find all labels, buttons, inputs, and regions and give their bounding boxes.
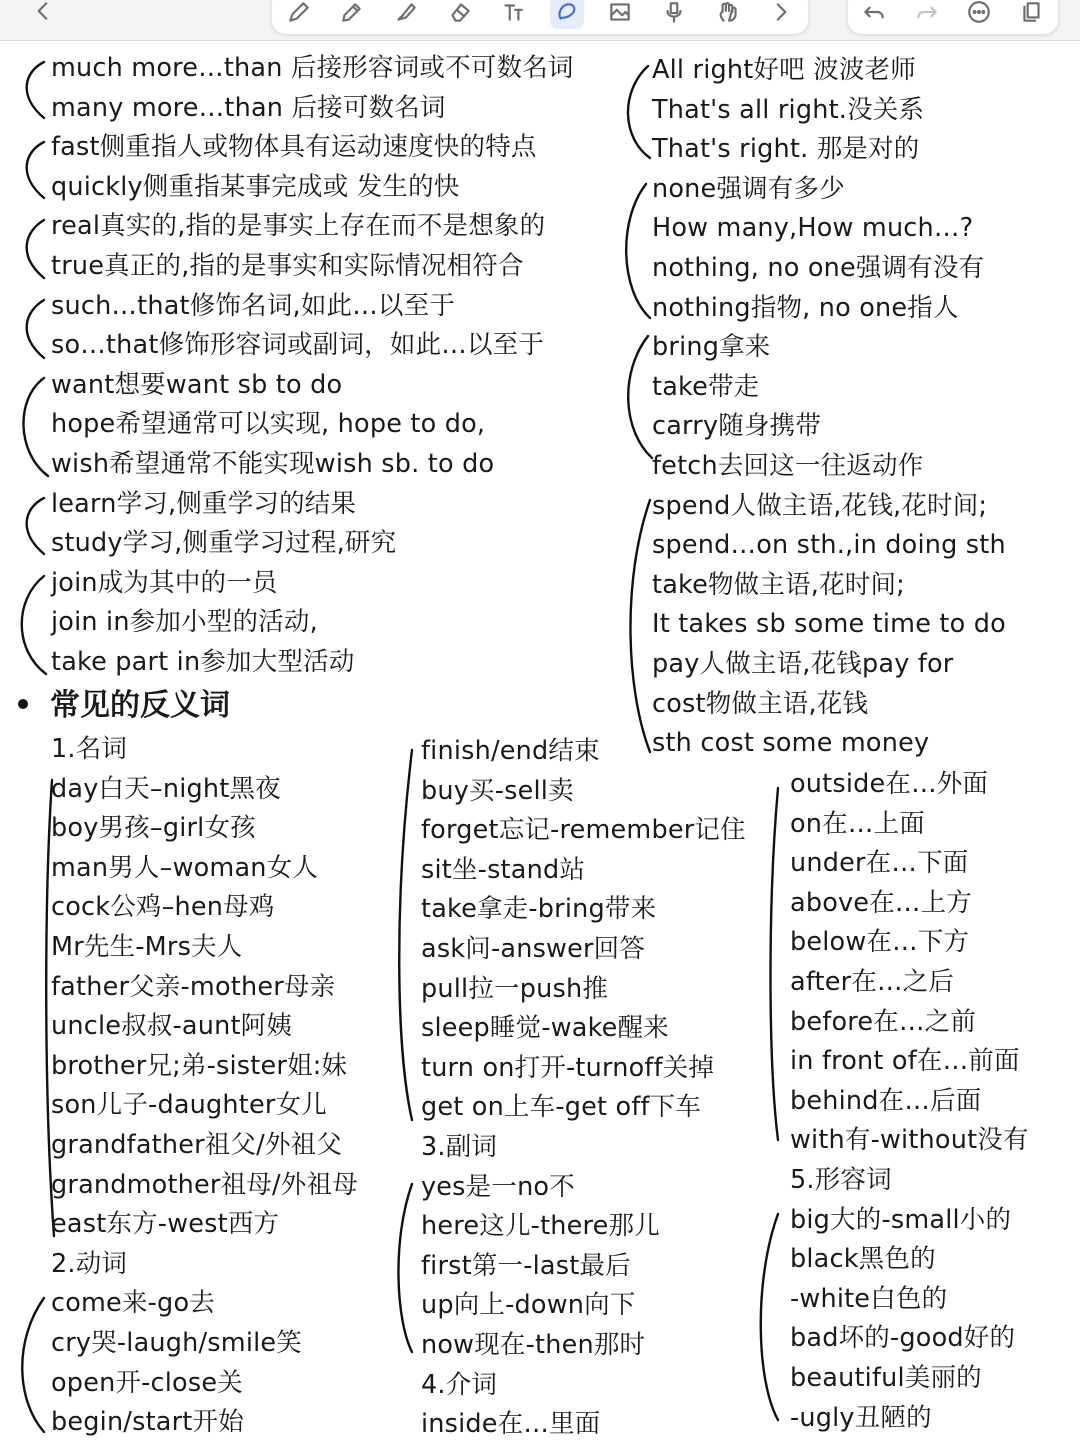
top-toolbar bbox=[0, 0, 1080, 41]
note-line: finish/end结束 bbox=[421, 736, 600, 766]
highlighter-icon bbox=[393, 0, 419, 25]
brace-col2-adverbs bbox=[398, 1184, 412, 1352]
note-line: bring拿来 bbox=[652, 332, 771, 363]
pencil-icon bbox=[339, 0, 365, 25]
microphone-icon bbox=[661, 0, 687, 25]
brace-col3-adjectives bbox=[761, 1214, 778, 1420]
antonyms-column-2 bbox=[421, 732, 746, 1445]
image-icon bbox=[607, 0, 633, 25]
note-line: yes是一no不 bbox=[421, 1171, 575, 1202]
note-line: day白天–night黑夜 bbox=[51, 773, 281, 804]
more-button[interactable] bbox=[962, 0, 996, 29]
note-line: That's right. 那是对的 bbox=[652, 134, 920, 165]
note-line: east东方-west西方 bbox=[51, 1209, 280, 1240]
highlighter-tool-button[interactable] bbox=[389, 0, 423, 29]
redo-button[interactable] bbox=[910, 0, 944, 29]
note-line: grandmother祖母/外祖母 bbox=[51, 1169, 358, 1200]
heading-text: 常见的反义词 bbox=[50, 688, 230, 723]
note-line: sleep睡觉-wake醒来 bbox=[421, 1013, 669, 1044]
lasso-tool-button[interactable] bbox=[550, 0, 584, 29]
more-tools-button[interactable] bbox=[764, 0, 798, 29]
note-line: cock公鸡–hen母鸡 bbox=[51, 892, 275, 923]
note-line: take拿走-bring带来 bbox=[421, 894, 657, 925]
note-line: ask问-answer回答 bbox=[421, 933, 646, 964]
note-line: 1.名词 bbox=[51, 734, 128, 764]
note-line: such…that修饰名词,如此…以至于 bbox=[51, 290, 456, 321]
note-line: learn学习,侧重学习的结果 bbox=[51, 488, 357, 519]
note-line: boy男孩–girl女孩 bbox=[51, 813, 256, 844]
pages-button[interactable] bbox=[1015, 0, 1049, 29]
note-line: -white白色的 bbox=[790, 1283, 948, 1314]
note-line: beautiful美丽的 bbox=[790, 1362, 982, 1393]
note-line: sth cost some money bbox=[652, 728, 930, 759]
brace-left-such-so bbox=[27, 300, 44, 358]
note-line: father父亲-mother母亲 bbox=[51, 971, 336, 1002]
note-line: in front of在…前面 bbox=[790, 1046, 1020, 1077]
note-line: wish希望通常不能实现wish sb. to do bbox=[51, 448, 495, 479]
pen-tool-button[interactable] bbox=[282, 0, 316, 29]
hand-icon bbox=[715, 0, 741, 25]
text-tool-icon bbox=[500, 0, 526, 25]
pages-icon bbox=[1019, 0, 1045, 25]
antonyms-column-3 bbox=[790, 765, 1029, 1438]
note-line: so…that修饰形容词或副词，如此…以至于 bbox=[51, 330, 545, 361]
note-line: -ugly丑陋的 bbox=[790, 1402, 932, 1433]
note-line: All right好吧 波波老师 bbox=[652, 55, 916, 85]
more-icon bbox=[966, 0, 992, 25]
note-line: man男人–woman女人 bbox=[51, 852, 319, 883]
brace-left-join bbox=[22, 576, 46, 674]
note-line: real真实的,指的是事实上存在而不是想象的 bbox=[51, 211, 546, 242]
brace-col2-verbs bbox=[399, 750, 412, 1120]
note-line: under在…下面 bbox=[790, 848, 969, 879]
section-heading bbox=[18, 686, 230, 726]
redo-icon bbox=[914, 0, 940, 25]
note-line: join in参加小型的活动, bbox=[51, 607, 318, 638]
brace-left-much-many bbox=[27, 62, 44, 118]
note-line: many more…than 后接可数名词 bbox=[51, 92, 446, 123]
pen-icon bbox=[286, 0, 312, 25]
note-line: up向上-down向下 bbox=[421, 1290, 636, 1321]
bullet-icon bbox=[18, 699, 28, 709]
note-line: fetch去回这一往返动作 bbox=[652, 450, 924, 481]
eraser-icon bbox=[447, 0, 473, 25]
actions-pill bbox=[848, 0, 1058, 34]
brace-right-right bbox=[628, 66, 650, 158]
note-line: spend…on sth.,in doing sth bbox=[652, 530, 1006, 561]
note-line: much more…than 后接形容词或不可数名词 bbox=[51, 53, 574, 83]
chevron-left-icon bbox=[30, 0, 56, 24]
pencil-tool-button[interactable] bbox=[335, 0, 369, 29]
note-line: take part in参加大型活动 bbox=[51, 646, 355, 677]
drawing-tools-pill bbox=[272, 0, 808, 34]
note-line: buy买-sell卖 bbox=[421, 775, 574, 806]
note-line: behind在…后面 bbox=[790, 1085, 982, 1116]
brace-left-real-true bbox=[27, 220, 44, 278]
note-line: take带走 bbox=[652, 371, 760, 402]
note-line: carry随身携带 bbox=[652, 411, 822, 442]
right-top-notes bbox=[652, 51, 1006, 764]
undo-button[interactable] bbox=[857, 0, 891, 29]
note-line: outside在…外面 bbox=[790, 769, 989, 799]
note-line: below在…下方 bbox=[790, 927, 970, 958]
note-line: open开-close关 bbox=[51, 1367, 243, 1398]
brace-left-want-hope-wish bbox=[23, 378, 48, 476]
note-line: black黑色的 bbox=[790, 1244, 936, 1275]
note-line: here这儿-there那儿 bbox=[421, 1211, 660, 1242]
note-line: That's all right.没关系 bbox=[652, 94, 925, 125]
note-line: cry哭-laugh/smile笑 bbox=[51, 1327, 302, 1358]
note-line: study学习,侧重学习过程,研究 bbox=[51, 528, 397, 559]
note-line: before在…之前 bbox=[790, 1006, 977, 1037]
left-top-notes bbox=[51, 49, 574, 683]
back-button[interactable] bbox=[26, 0, 60, 28]
note-line: begin/start开始 bbox=[51, 1407, 244, 1438]
lasso-icon bbox=[554, 0, 580, 25]
note-line: nothing指物, no one指人 bbox=[652, 292, 959, 323]
note-line: turn on打开-turnoff关掉 bbox=[421, 1052, 715, 1083]
note-line: none强调有多少 bbox=[652, 173, 845, 204]
note-line: It takes sb some time to do bbox=[652, 609, 1006, 640]
note-line: quickly侧重指某事完成或 发生的快 bbox=[51, 171, 460, 202]
note-line: 4.介词 bbox=[421, 1369, 498, 1400]
note-line: fast侧重指人或物体具有运动速度快的特点 bbox=[51, 132, 537, 163]
mic-tool-button[interactable] bbox=[657, 0, 691, 29]
hand-tool-button[interactable] bbox=[711, 0, 745, 29]
note-line: big大的-small小的 bbox=[790, 1204, 1012, 1235]
note-line: get on上车-get off下车 bbox=[421, 1092, 702, 1123]
note-line: come来-go去 bbox=[51, 1288, 215, 1319]
note-line: cost物做主语,花钱 bbox=[652, 688, 869, 719]
note-line: 2.动词 bbox=[51, 1248, 128, 1279]
note-line: inside在…里面 bbox=[421, 1409, 601, 1440]
note-line: hope希望通常可以实现, hope to do, bbox=[51, 409, 486, 440]
brace-left-learn-study bbox=[27, 498, 44, 554]
note-line: 5.形容词 bbox=[790, 1164, 892, 1195]
image-tool-button[interactable] bbox=[603, 0, 637, 29]
note-line: want想要want sb to do bbox=[51, 369, 343, 400]
note-line: How many,How much…? bbox=[652, 213, 974, 244]
text-tool-button[interactable] bbox=[496, 0, 530, 29]
note-line: forget忘记-remember记住 bbox=[421, 815, 746, 846]
note-line: after在…之后 bbox=[790, 966, 955, 997]
brace-col1-verbs bbox=[22, 1298, 44, 1432]
brace-col3-prepositions bbox=[771, 788, 779, 1140]
note-line: above在…上方 bbox=[790, 887, 972, 918]
note-line: first第一-last最后 bbox=[421, 1250, 631, 1281]
note-line: join成为其中的一员 bbox=[51, 567, 278, 598]
note-line: spend人做主语,花钱,花时间; bbox=[652, 490, 988, 521]
brace-left-fast-quickly bbox=[27, 142, 44, 198]
brace-right-spend-cost bbox=[630, 500, 650, 752]
note-line: brother兄;弟-sister姐:妹 bbox=[51, 1050, 348, 1081]
note-line: bad坏的-good好的 bbox=[790, 1323, 1016, 1354]
note-line: pay人做主语,花钱pay for bbox=[652, 648, 954, 679]
note-line: on在…上面 bbox=[790, 808, 925, 839]
note-line: with有-without没有 bbox=[790, 1125, 1029, 1156]
undo-icon bbox=[861, 0, 887, 25]
chevron-right-icon bbox=[768, 0, 794, 25]
note-line: pull拉一push推 bbox=[421, 973, 609, 1004]
note-line: true真正的,指的是事实和实际情况相符合 bbox=[51, 250, 524, 281]
note-line: nothing, no one强调有没有 bbox=[652, 252, 985, 283]
note-line: 3.副词 bbox=[421, 1131, 498, 1162]
antonyms-column-1 bbox=[51, 730, 358, 1443]
note-line: grandfather祖父/外祖父 bbox=[51, 1129, 343, 1160]
note-line: sit坐-stand站 bbox=[421, 854, 586, 885]
brace-right-bring-fetch bbox=[628, 336, 652, 458]
note-line: uncle叔叔-aunt阿姨 bbox=[51, 1011, 293, 1042]
note-line: Mr先生-Mrs夫人 bbox=[51, 931, 243, 962]
note-line: son儿子-daughter女儿 bbox=[51, 1090, 327, 1121]
note-line: now现在-then那时 bbox=[421, 1329, 646, 1360]
eraser-tool-button[interactable] bbox=[443, 0, 477, 29]
note-line: take物做主语,花时间; bbox=[652, 569, 905, 600]
brace-right-none-nothing bbox=[626, 184, 650, 318]
